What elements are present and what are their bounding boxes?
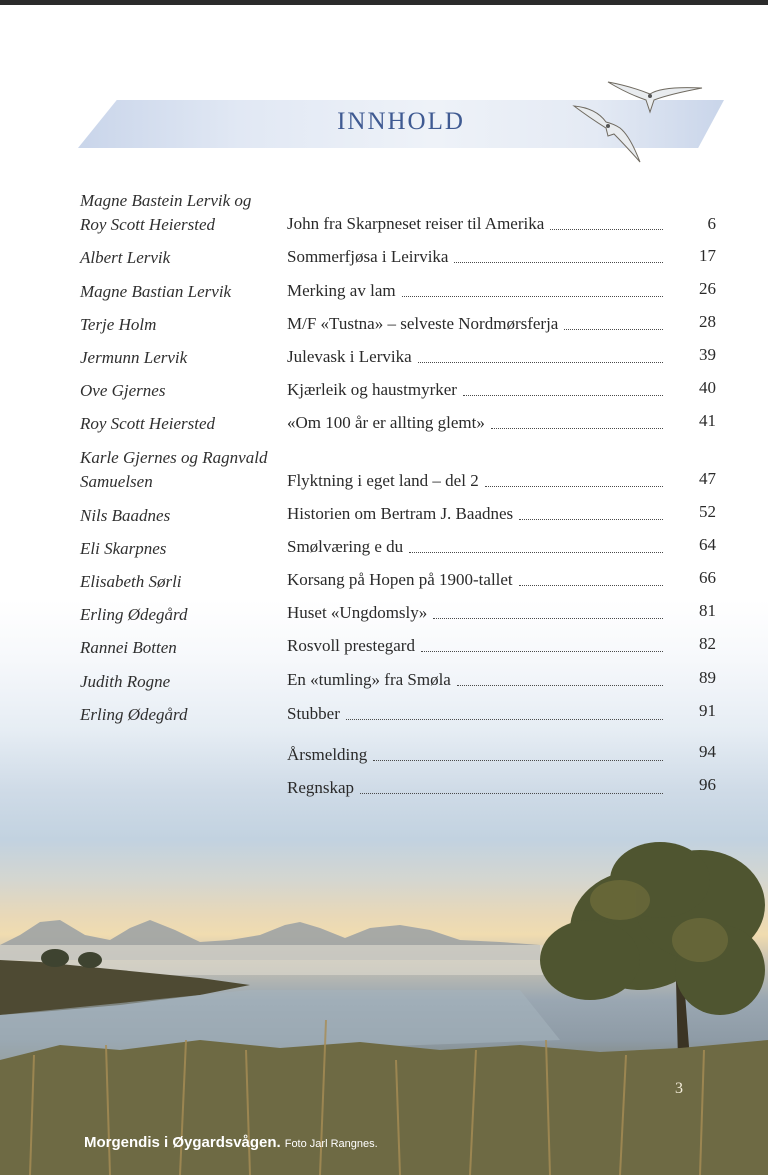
entry-title-text: Merking av lam (287, 281, 396, 300)
entry-page: 6 (707, 214, 716, 233)
photo-caption (84, 1134, 378, 1152)
entry-author: Magne Bastian Lervik (80, 282, 232, 301)
entry-page: 17 (699, 246, 716, 265)
entry-page: 94 (699, 742, 716, 761)
dot-leader (346, 718, 663, 720)
dot-leader (454, 261, 663, 263)
entry-title-text: Historien om Bertram J. Baadnes (287, 504, 514, 523)
dot-leader (463, 394, 663, 396)
dot-leader (491, 427, 663, 429)
entry-author: Erling Ødegård (80, 605, 188, 624)
entry-title[interactable] (287, 743, 663, 767)
entry-title[interactable] (287, 279, 663, 303)
entry-title-text: M/F «Tustna» – selveste Nordmørsferja (287, 314, 559, 333)
entry-title[interactable] (287, 378, 663, 402)
entry-author: Nils Baadnes (80, 506, 171, 525)
entry-author: Albert Lervik (80, 248, 171, 267)
entry-title[interactable] (287, 345, 663, 369)
entry-page: 40 (699, 378, 716, 397)
dot-leader (373, 759, 663, 761)
entry-author: Karle Gjernes og Ragnvald Samuelsen (80, 448, 268, 491)
entry-page: 41 (699, 411, 716, 430)
entry-page: 26 (699, 279, 716, 298)
entry-title[interactable] (287, 312, 663, 336)
entry-author: Erling Ødegård (80, 705, 188, 724)
entry-title-text: Regnskap (287, 778, 355, 797)
entry-title-text: «Om 100 år er allting glemt» (287, 413, 485, 432)
dot-leader (409, 551, 663, 553)
entry-author: Eli Skarpnes (80, 539, 167, 558)
entry-title-text: Rosvoll prestegard (287, 636, 415, 655)
caption-text: Morgendis i Øygardsvågen. (84, 1134, 281, 1151)
entry-page: 81 (699, 601, 716, 620)
caption-credit: Foto Jarl Rangnes. (284, 1138, 378, 1150)
dot-leader (402, 295, 663, 297)
dot-leader (421, 650, 663, 652)
entry-title[interactable] (287, 668, 663, 692)
dot-leader (519, 518, 663, 520)
entry-page: 91 (699, 701, 716, 720)
entry-author: Jermunn Lervik (80, 348, 188, 367)
entry-title-text: Huset «Ungdomsly» (287, 603, 428, 622)
entry-title[interactable] (287, 776, 663, 800)
page-number: 3 (675, 1080, 683, 1097)
entry-author: Ove Gjernes (80, 381, 166, 400)
dot-leader (360, 792, 663, 794)
entry-page: 47 (699, 469, 716, 488)
entry-title[interactable] (287, 411, 663, 435)
entry-author: Rannei Botten (80, 638, 177, 657)
entry-page: 64 (699, 535, 716, 554)
dot-leader (433, 617, 663, 619)
entry-title[interactable] (287, 212, 663, 236)
entry-title-text: Flyktning i eget land – del 2 (287, 471, 479, 490)
entry-title-text: Korsang på Hopen på 1900-tallet (287, 570, 513, 589)
entry-title[interactable] (287, 535, 663, 559)
entry-author: Elisabeth Sørli (80, 572, 182, 591)
entry-title-text: Stubber (287, 704, 340, 723)
dot-leader (550, 228, 663, 230)
entry-title[interactable] (287, 568, 663, 592)
entry-title[interactable] (287, 245, 663, 269)
dot-leader (418, 361, 663, 363)
entry-author: Judith Rogne (80, 672, 171, 691)
entry-page: 66 (699, 568, 716, 587)
entry-title-text: Sommerfjøsa i Leirvika (287, 247, 449, 266)
entry-page: 82 (699, 634, 716, 653)
entry-title-text: Kjærleik og haustmyrker (287, 380, 457, 399)
entry-author: Roy Scott Heiersted (80, 414, 216, 433)
entry-title-text: Julevask i Lervika (287, 347, 412, 366)
entry-author: Magne Bastein Lervik og Roy Scott Heiersted (80, 191, 252, 234)
entry-title[interactable] (287, 634, 663, 658)
entry-page: 52 (699, 502, 716, 521)
entry-title-text: Årsmelding (287, 745, 368, 764)
dot-leader (519, 584, 663, 586)
dot-leader (457, 684, 663, 686)
entry-page: 89 (699, 668, 716, 687)
seagull-icon (570, 66, 710, 166)
page-title: INNHOLD (337, 108, 465, 135)
entry-title-text: John fra Skarpneset reiser til Amerika (287, 214, 545, 233)
entry-title-text: En «tumling» fra Smøla (287, 670, 451, 689)
entry-title[interactable] (287, 469, 663, 493)
entry-title[interactable] (287, 502, 663, 526)
entry-title[interactable] (287, 601, 663, 625)
entry-title[interactable] (287, 702, 663, 726)
dot-leader (485, 485, 663, 487)
dot-leader (564, 328, 663, 330)
entry-page: 39 (699, 345, 716, 364)
entry-page: 28 (699, 312, 716, 331)
entry-title-text: Smølværing e du (287, 537, 404, 556)
entry-page: 96 (699, 775, 716, 794)
top-edge (0, 0, 768, 5)
entry-author: Terje Holm (80, 315, 157, 334)
